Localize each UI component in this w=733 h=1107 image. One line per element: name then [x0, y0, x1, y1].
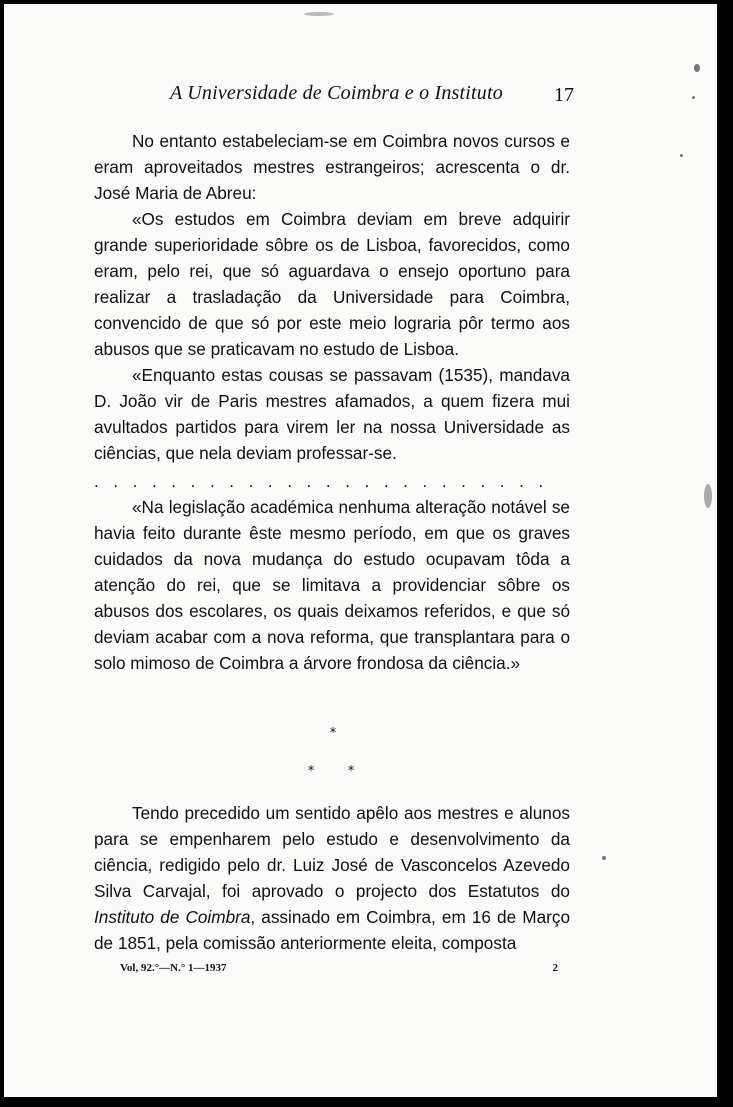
separator-star-top: * [329, 726, 337, 741]
paragraph [94, 800, 570, 956]
scan-edge [717, 4, 725, 1097]
scan-speck [680, 154, 683, 157]
paragraph: No entanto estabeleciam-se em Coimbra novos cursos e eram aproveitados mestres estrangeiros; acrescenta o dr. José Maria de Abreu: [94, 131, 570, 203]
paragraph: «Os estudos em Coimbra deviam em breve adquirir grande superioridade sôbre os de Lisboa, favorecidos, como eram, pelo rei, que só aguardava o ensejo oportuno para realizar a trasladação da Universidade para Coimbra, convencido de que só por este meio lograria pôr termo aos abusos que se praticavam no estudo de Lisboa. [94, 209, 570, 359]
separator-star-left: * [307, 764, 315, 779]
running-header [164, 82, 584, 112]
volume-info: Vol, 92.°—N.° 1—1937 [120, 962, 227, 974]
body-text-block-2 [94, 494, 570, 676]
scan-speck [694, 64, 700, 72]
page-number: 17 [554, 84, 574, 106]
scanned-page [4, 4, 725, 1097]
body-text-block-1 [94, 128, 570, 466]
paragraph-text-start: Tendo precedido um sentido apêlo aos mestres e alunos para se empenharem pelo estudo e desenvolvimento da ciência, redigido pelo dr. Luiz José de Vasconcelos Azevedo Silva Carvajal, foi aprovado o projecto dos Estatutos do [94, 803, 570, 901]
paragraph-text-end: , assinado em Coimbra, em 16 de Março de 1851, pela comissão anteriormente eleita, composta [94, 907, 571, 953]
scan-speck [704, 484, 712, 508]
body-text-block-3 [94, 800, 570, 956]
paragraph: «Enquanto estas cousas se passavam (1535), mandava D. João vir de Paris mestres afamados, a quem fizera mui avultados partidos para virem ler na nossa Universidade as ciências, que nela deviam professar-se. [94, 365, 570, 463]
scan-speck [602, 856, 606, 860]
ellipsis-line: ........................ [94, 472, 558, 491]
page-footer [120, 962, 560, 982]
italic-institute-name: Instituto de Coimbra [94, 907, 251, 927]
scan-speck [304, 12, 334, 16]
paragraph: «Na legislação académica nenhuma alteração notável se havia feito durante êste mesmo período, em que os graves cuidados da nova mudança do estudo ocupavam tôda a atenção do rei, que se limitava a providenciar sôbre os abusos dos escolares, os quais deixamos referidos, e que só deviam acabar com a nova reforma, que transplantara para o solo mimoso de Coimbra a árvore frondosa da ciência.» [94, 497, 570, 673]
signature-mark: 2 [552, 962, 558, 974]
separator-star-right: * [347, 764, 355, 779]
header-title: A Universidade de Coimbra e o Instituto [170, 82, 503, 104]
scan-speck [692, 96, 695, 99]
